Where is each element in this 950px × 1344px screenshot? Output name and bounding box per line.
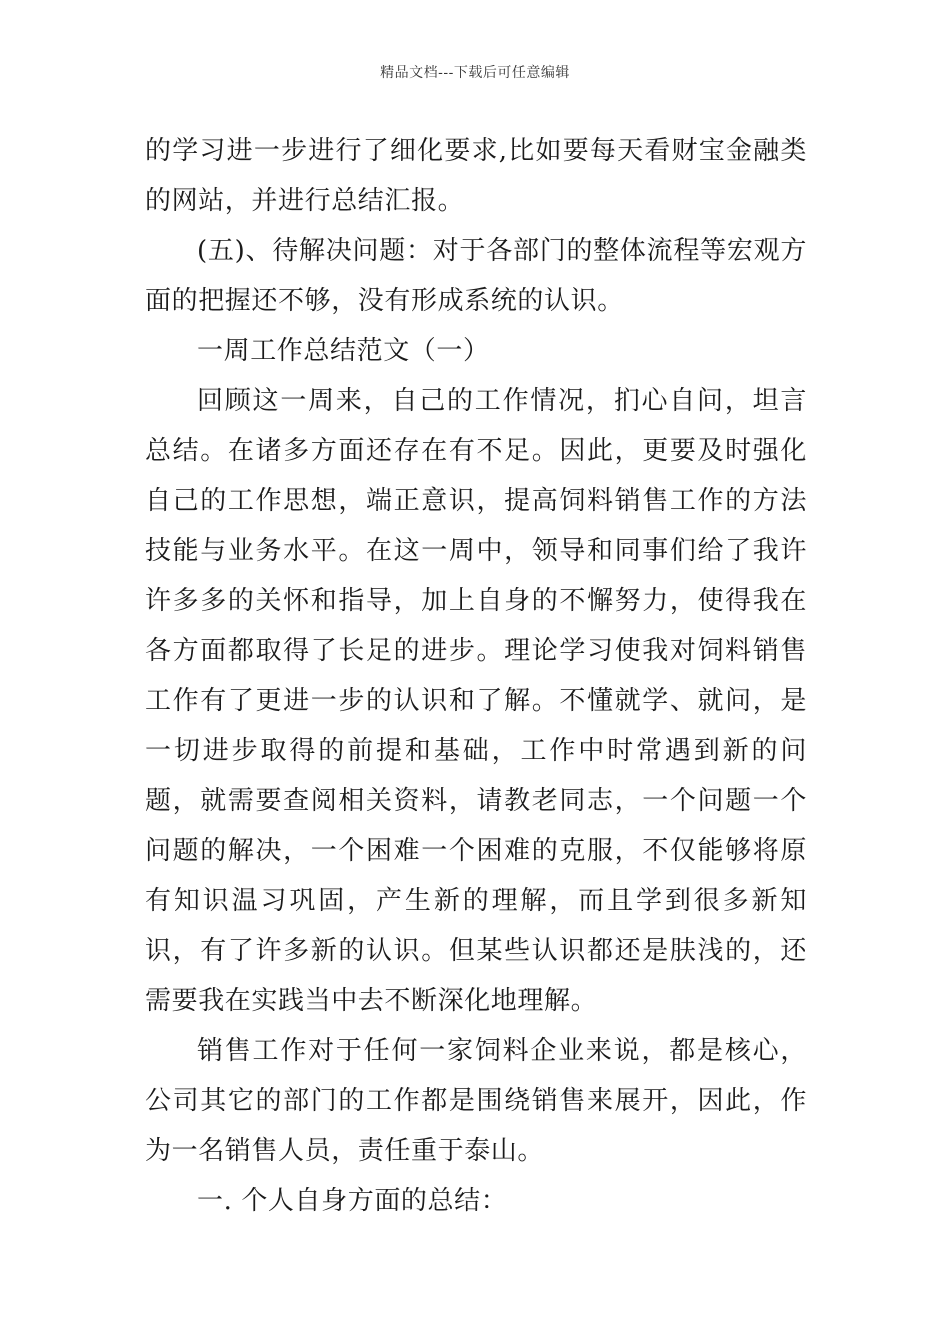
document-body: [145, 126, 807, 1226]
subsection-heading: 一. 个人自身方面的总结：: [197, 1186, 508, 1216]
section-title: 一周工作总结范文（一）: [197, 336, 490, 366]
paragraph-review: 回顾这一周来，自己的工作情况，扪心自问，坦言总结。在诸多方面还存在有不足。因此，更要及时强化自己的工作思想，端正意识，提高饲料销售工作的方法技能与业务水平。在这一周中，领导和同事们给了我许许多多的关怀和指导，加上自身的不懈努力，使得我在各方面都取得了长足的进步。理论学习使我对饲料销售工作有了更进一步的认识和了解。不懂就学、就问，是一切进步取得的前提和基础，工作中时常遇到新的问题，就需要查阅相关资料，请教老同志，一个问题一个问题的解决，一个困难一个困难的克服，不仅能够将原有知识温习巩固，产生新的理解，而且学到很多新知识，有了许多新的认识。但某些认识都还是肤浅的，还需要我在实践当中去不断深化地理解。: [145, 386, 807, 1016]
paragraph-pending-issues: (五)、待解决问题：对于各部门的整体流程等宏观方面的把握还不够，没有形成系统的认识。: [145, 236, 807, 316]
paragraph-sales: 销售工作对于任何一家饲料企业来说，都是核心，公司其它的部门的工作都是围绕销售来展开，因此，作为一名销售人员，责任重于泰山。: [145, 1036, 807, 1166]
paragraph-continuation: 的学习进一步进行了细化要求,比如要每天看财宝金融类的网站，并进行总结汇报。: [145, 136, 807, 216]
page-header: 精品文档---下载后可任意编辑: [380, 65, 570, 81]
